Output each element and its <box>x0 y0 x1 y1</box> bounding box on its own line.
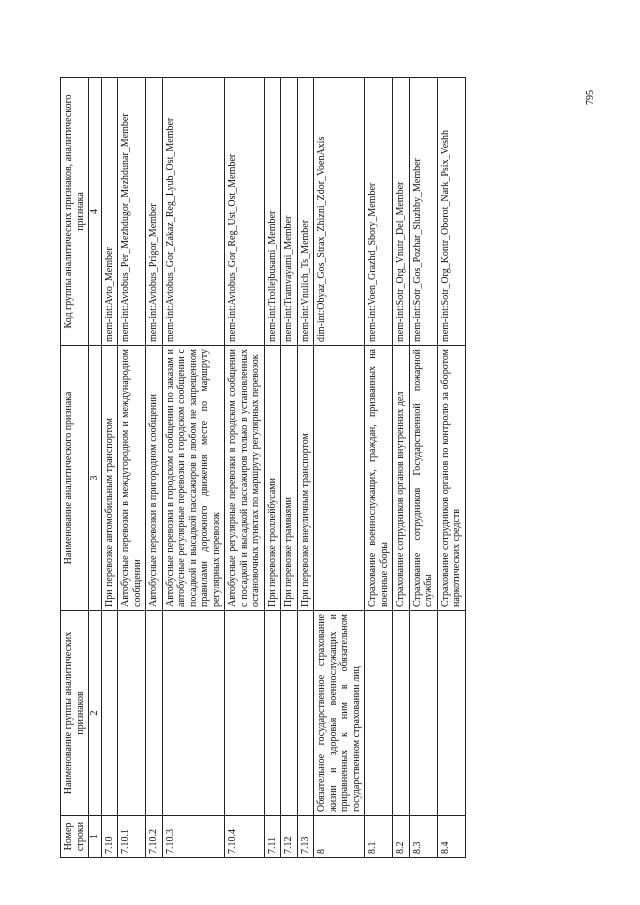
row-name: При перевозке автомобильным транспортом <box>101 346 118 611</box>
row-group <box>409 611 437 816</box>
table-row <box>409 78 437 858</box>
row-name: При перевозке внеуличным транспортом <box>297 346 314 611</box>
row-name: Автобусные перевозки в пригородном сообщении <box>146 346 163 611</box>
row-group <box>393 611 410 816</box>
row-group <box>365 611 393 816</box>
table-row <box>297 78 314 858</box>
table-row <box>281 78 298 858</box>
row-name: Автобусные перевозки в городском сообщении по заказам и автобусные регулярные перевозки в городском сообщении с посадкой и высадкой пассажиров в любом не запрещенном правилами дорожного движения месте по маршруту регулярных перевозок <box>162 346 225 611</box>
row-code: mem-int:Tramvayami_Member <box>281 78 298 346</box>
table-row <box>118 78 146 858</box>
header-num: Номер строки <box>61 816 89 858</box>
row-code: mem-int:Sotr_Org_Vnutr_Del_Member <box>393 78 410 346</box>
row-code: mem-int:Vnulich_Ts_Member <box>297 78 314 346</box>
row-number: 8 <box>314 816 365 858</box>
table-row <box>162 78 225 858</box>
table-row <box>393 78 410 858</box>
header-group: Наименование группы аналитических признаков <box>61 611 89 816</box>
row-name: Автобусные перевозки в междугородном и международном сообщении <box>118 346 146 611</box>
rotated-table-area <box>60 78 580 858</box>
table-row <box>437 78 465 858</box>
row-code: mem-int:Avto_Member <box>101 78 118 346</box>
row-group <box>162 611 225 816</box>
row-number: 8.2 <box>393 816 410 858</box>
row-number: 8.4 <box>437 816 465 858</box>
row-group <box>437 611 465 816</box>
row-number: 7.10.1 <box>118 816 146 858</box>
row-name <box>314 346 365 611</box>
row-name: Страхование сотрудников органов внутренних дел <box>393 346 410 611</box>
row-number: 7.10 <box>101 816 118 858</box>
row-code: mem-int:Voen_Grazhd_Sbory_Member <box>365 78 393 346</box>
row-number: 7.13 <box>297 816 314 858</box>
row-code: mem-int:Avtobus_Prigor_Member <box>146 78 163 346</box>
row-code: dim-int:Obyaz_Gos_Strax_Zhizni_Zdor_VoenAxis <box>314 78 365 346</box>
row-group <box>225 611 265 816</box>
col-number: 3 <box>89 346 102 611</box>
header-row <box>61 78 89 858</box>
table-row <box>314 78 365 858</box>
row-code: mem-int:Avtobus_Gor_Reg_Ust_Ost_Member <box>225 78 265 346</box>
row-name: Страхование сотрудников Государственной пожарной службы <box>409 346 437 611</box>
table-body <box>101 78 465 858</box>
page-number: 795 <box>585 90 596 105</box>
header-name: Наименование аналитического признака <box>61 346 89 611</box>
row-group <box>146 611 163 816</box>
row-code: mem-int:Avtobus_Per_Mezhdugor_Mezhdunar_Member <box>118 78 146 346</box>
col-number: 1 <box>89 816 102 858</box>
table-row <box>264 78 281 858</box>
row-number: 7.10.4 <box>225 816 265 858</box>
row-group <box>297 611 314 816</box>
row-number: 8.3 <box>409 816 437 858</box>
table-row <box>225 78 265 858</box>
row-group <box>118 611 146 816</box>
row-code: mem-int:Sotr_Gos_Pozhar_Sluzhby_Member <box>409 78 437 346</box>
row-group <box>101 611 118 816</box>
row-name: Страхование сотрудников органов по контролю за оборотом наркотических средств <box>437 346 465 611</box>
row-group <box>281 611 298 816</box>
table-row <box>146 78 163 858</box>
row-group: Обязательное государственное страхование жизни и здоровья военнослужащих и приравненных к ним в обязательном государственном страховании лиц <box>314 611 365 816</box>
row-name: Страхование военнослужащих, граждан, призванных на военные сборы <box>365 346 393 611</box>
row-code: mem-int:Avtobus_Gor_Zakaz_Reg_Lyub_Ost_Member <box>162 78 225 346</box>
col-number: 4 <box>89 78 102 346</box>
row-number: 7.10.2 <box>146 816 163 858</box>
row-name: При перевозке троллейбусами <box>264 346 281 611</box>
row-name: При перевозке трамваями <box>281 346 298 611</box>
table-row <box>101 78 118 858</box>
row-number: 7.11 <box>264 816 281 858</box>
row-code: mem-int:Trollejbusami_Member <box>264 78 281 346</box>
row-group <box>264 611 281 816</box>
row-name: Автобусные регулярные перевозки в городском сообщении с посадкой и высадкой пассажиров только в установленных остановочных пунктах по маршруту регулярных перевозок <box>225 346 265 611</box>
row-number: 7.10.3 <box>162 816 225 858</box>
row-number: 8.1 <box>365 816 393 858</box>
table-row <box>365 78 393 858</box>
header-code: Код группы аналитических признаков, аналитического признака <box>61 78 89 346</box>
column-number-row <box>89 78 102 858</box>
analytics-table <box>60 77 466 858</box>
row-number: 7.12 <box>281 816 298 858</box>
col-number: 2 <box>89 611 102 816</box>
row-code: mem-int:Sotr_Org_Kontr_Oborot_Nark_Psix_Veshh <box>437 78 465 346</box>
